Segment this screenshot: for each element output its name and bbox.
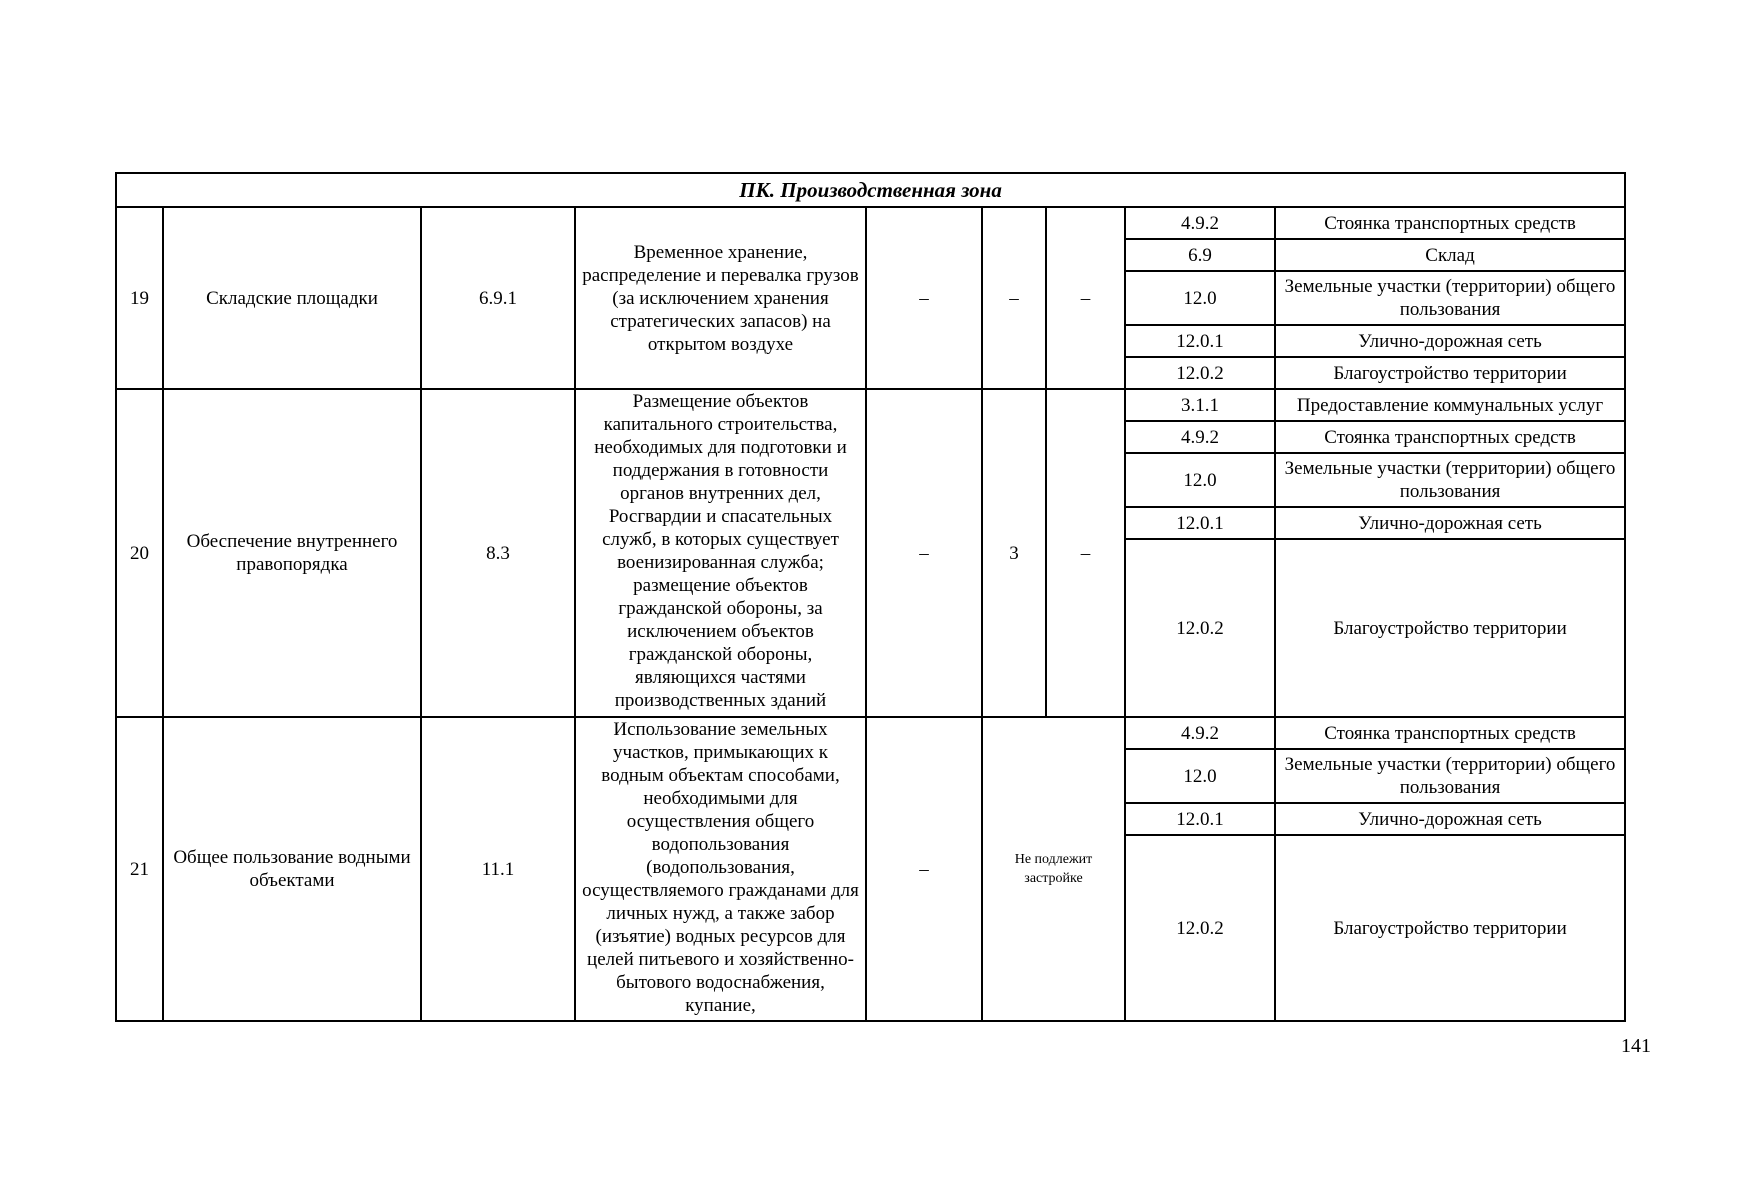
zone-title: ПК. Производственная зона [116,173,1625,207]
sub-name: Улично-дорожная сеть [1275,803,1625,835]
sub-code: 4.9.2 [1125,717,1275,749]
sub-name: Земельные участки (территории) общего пользования [1275,271,1625,325]
use-code: 6.9.1 [421,207,575,389]
use-description: Размещение объектов капитального строительства, необходимых для подготовки и поддержания в готовности органов внутренних дел, Росгвардии и спасательных служб, в которых существует военизированная служба; размещение объектов гражданской обороны, за исключением объектов гражданской обороны, являющихся частями производственных зданий [575,389,866,717]
sub-code: 12.0.2 [1125,835,1275,1021]
param-c: – [1046,207,1125,389]
sub-name: Улично-дорожная сеть [1275,325,1625,357]
row-number: 19 [116,207,163,389]
sub-code: 4.9.2 [1125,207,1275,239]
use-description: Временное хранение, распределение и перевалка грузов (за исключением хранения стратегических запасов) на открытом воздухе [575,207,866,389]
sub-name: Земельные участки (территории) общего пользования [1275,749,1625,803]
param-a: – [866,717,982,1021]
sub-name: Предоставление коммунальных услуг [1275,389,1625,421]
sub-name: Улично-дорожная сеть [1275,507,1625,539]
sub-name: Благоустройство территории [1275,539,1625,717]
sub-code: 12.0.1 [1125,325,1275,357]
sub-name: Земельные участки (территории) общего пользования [1275,453,1625,507]
sub-name: Благоустройство территории [1275,357,1625,389]
sub-code: 12.0 [1125,453,1275,507]
use-code: 11.1 [421,717,575,1021]
zone-table [115,172,1626,1022]
use-code: 8.3 [421,389,575,717]
sub-name: Склад [1275,239,1625,271]
sub-code: 12.0 [1125,271,1275,325]
param-b: 3 [982,389,1046,717]
sub-name: Стоянка транспортных средств [1275,421,1625,453]
sub-code: 12.0 [1125,749,1275,803]
param-a: – [866,207,982,389]
sub-code: 12.0.2 [1125,539,1275,717]
use-name: Общее пользование водными объектами [163,717,421,1021]
sub-code: 3.1.1 [1125,389,1275,421]
sub-code: 12.0.2 [1125,357,1275,389]
sub-code: 12.0.1 [1125,803,1275,835]
row-number: 21 [116,717,163,1021]
param-c: – [1046,389,1125,717]
use-name: Обеспечение внутреннего правопорядка [163,389,421,717]
not-buildable-note: Не подлежит застройке [982,717,1125,1021]
sub-name: Стоянка транспортных средств [1275,207,1625,239]
param-b: – [982,207,1046,389]
sub-name: Стоянка транспортных средств [1275,717,1625,749]
row-number: 20 [116,389,163,717]
param-a: – [866,389,982,717]
sub-code: 4.9.2 [1125,421,1275,453]
sub-name: Благоустройство территории [1275,835,1625,1021]
sub-code: 12.0.1 [1125,507,1275,539]
sub-code: 6.9 [1125,239,1275,271]
page-number: 141 [1621,1035,1651,1057]
use-description: Использование земельных участков, примыкающих к водным объектам способами, необходимыми для осуществления общего водопользования (водопользования, осуществляемого гражданами для личных нужд, а также забор (изъятие) водных ресурсов для целей питьевого и хозяйственно-бытового водоснабжения, купание, [575,717,866,1021]
use-name: Складские площадки [163,207,421,389]
